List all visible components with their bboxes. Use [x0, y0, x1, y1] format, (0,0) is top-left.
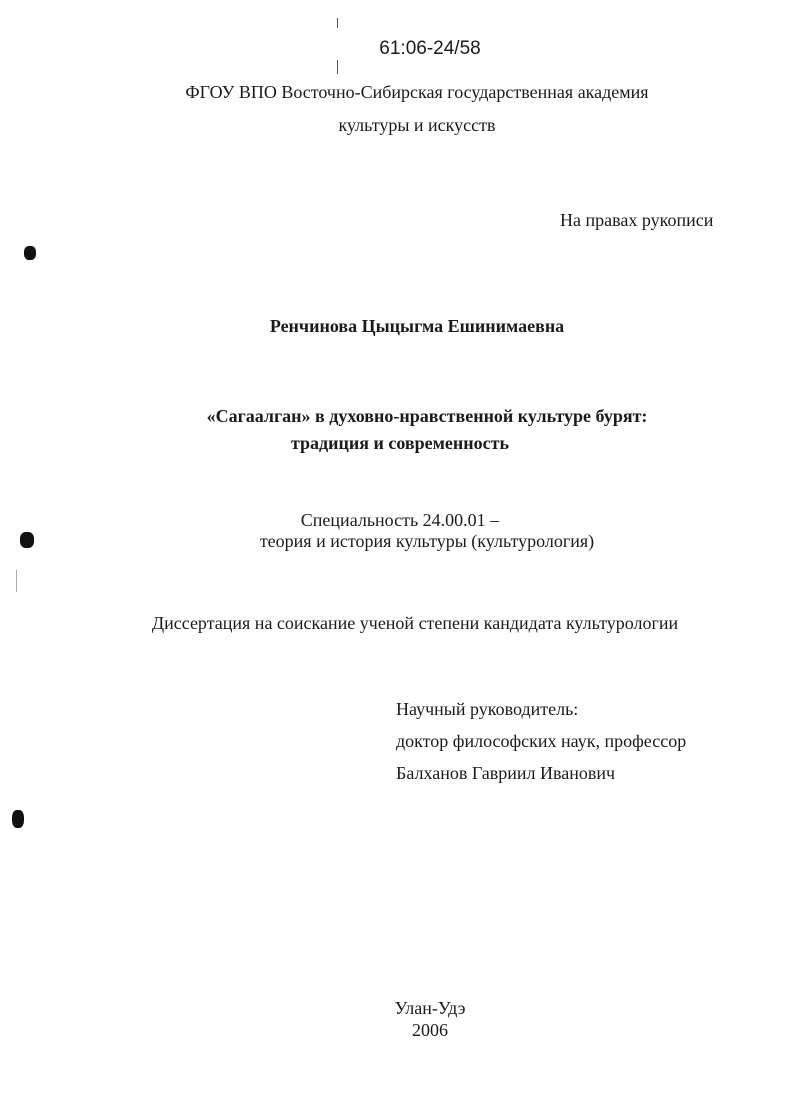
supervisor-degree: доктор философских наук, профессор: [396, 731, 687, 751]
institution-line-2: культуры и искусств: [338, 115, 496, 135]
supervisor-name: Балханов Гавриил Иванович: [396, 763, 616, 783]
scan-speck: [24, 246, 36, 260]
scan-speck: [12, 810, 24, 828]
scan-mark: [16, 570, 17, 592]
specialty-line-1: Специальность 24.00.01 –: [300, 510, 500, 530]
dissertation-title-line-2: традиция и современность: [290, 433, 509, 453]
author-name: Ренчинова Цыцыгма Ешинимаевна: [269, 316, 565, 336]
dissertation-statement: Диссертация на соискание ученой степени кандидата культурологии: [151, 613, 679, 633]
year: 2006: [412, 1020, 448, 1040]
scan-speck: [20, 532, 34, 548]
catalog-code: 61:06-24/58: [379, 38, 481, 59]
dissertation-title-line-1: «Сагаалган» в духовно-нравственной культуре бурят:: [206, 406, 648, 426]
institution-line-1: ФГОУ ВПО Восточно-Сибирская государственная академия: [185, 82, 649, 102]
specialty-line-2: теория и история культуры (культурология): [259, 531, 595, 551]
manuscript-rights: На правах рукописи: [560, 210, 714, 230]
city: Улан-Удэ: [394, 998, 466, 1018]
scan-mark: [337, 18, 338, 28]
scan-mark: [337, 60, 338, 74]
supervisor-label: Научный руководитель:: [396, 699, 579, 719]
